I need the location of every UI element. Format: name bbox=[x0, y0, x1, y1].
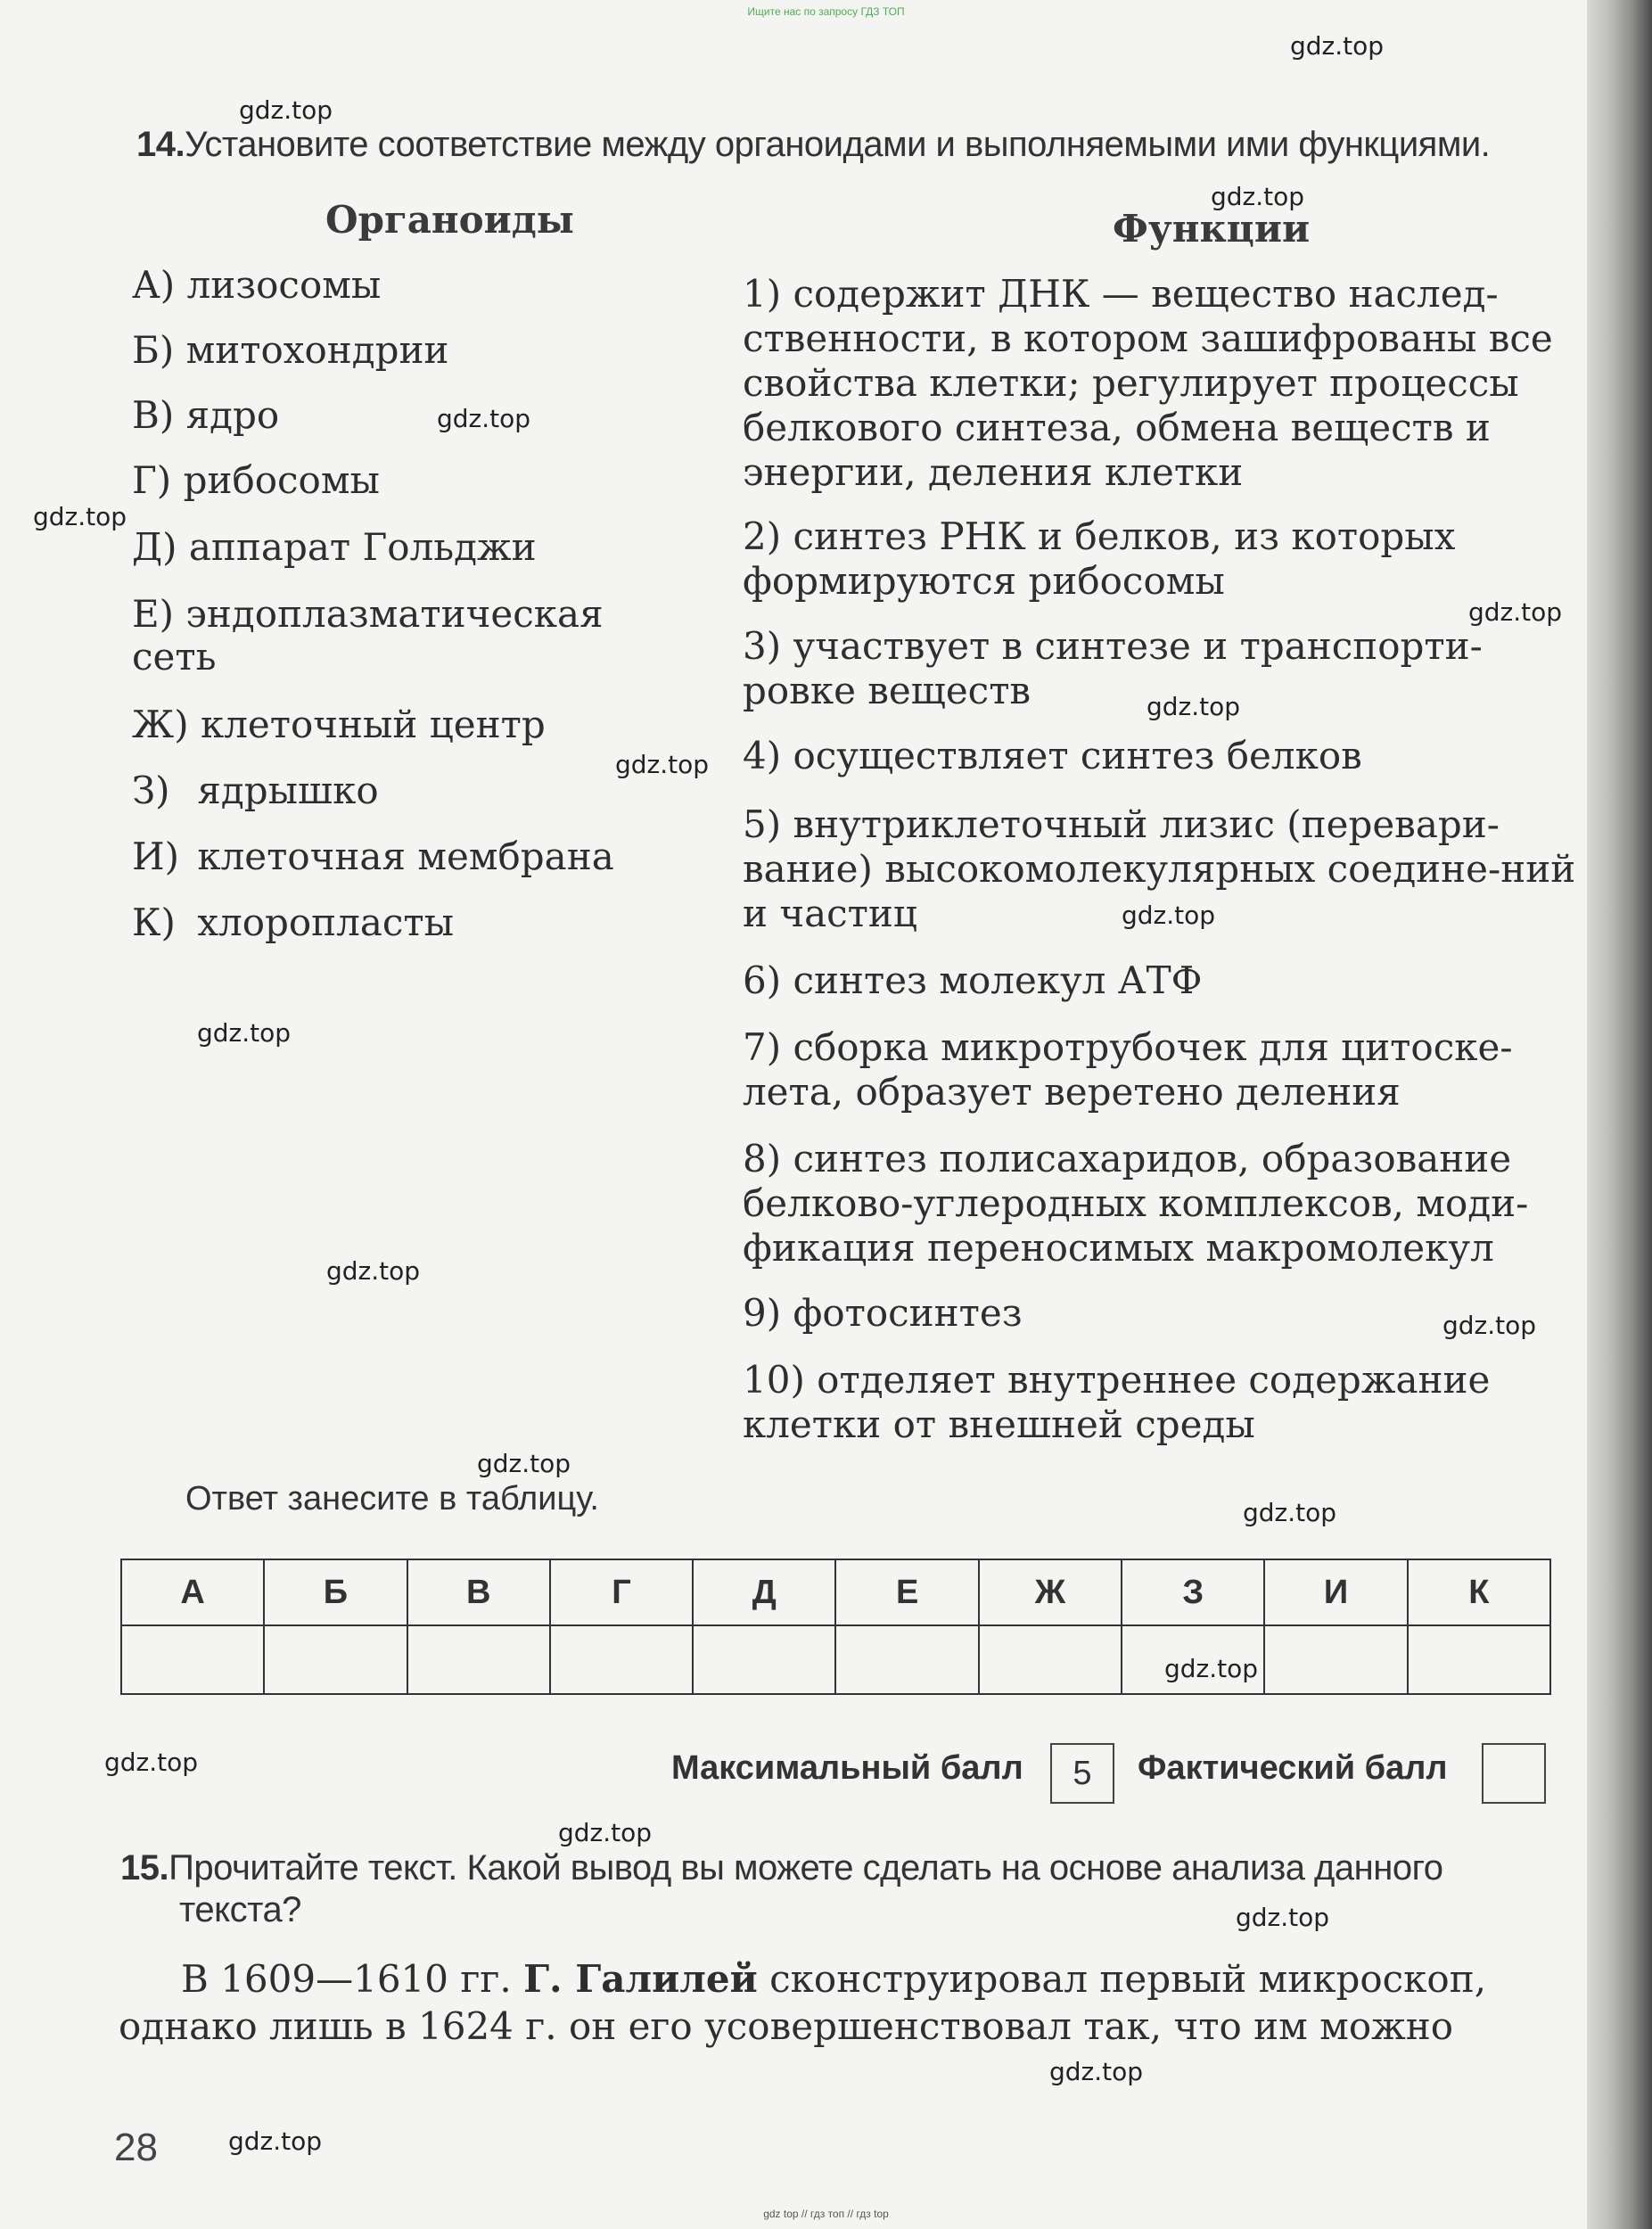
answer-table-letter: В bbox=[407, 1559, 550, 1625]
answer-instruction: Ответ занесите в таблицу. bbox=[185, 1480, 599, 1518]
organoid-item: Е) эндоплазматическая bbox=[132, 592, 604, 636]
answer-cell[interactable] bbox=[1408, 1625, 1550, 1694]
watermark: gdz.top bbox=[1442, 1311, 1537, 1340]
question-number: 14. bbox=[136, 125, 185, 164]
page-edge-shadow bbox=[1587, 0, 1652, 2229]
watermark: gdz.top bbox=[197, 1018, 292, 1048]
answer-cell[interactable] bbox=[1264, 1625, 1407, 1694]
actual-score-box[interactable] bbox=[1482, 1743, 1546, 1804]
function-item: 2) синтез РНК и белков, из которых формируются рибосомы bbox=[743, 514, 1456, 603]
answer-table bbox=[120, 1559, 1551, 1695]
organoid-item: Г) рибосомы bbox=[132, 458, 380, 502]
watermark: gdz.top bbox=[1236, 1903, 1330, 1932]
watermark: gdz.top bbox=[104, 1748, 199, 1777]
answer-table-letter: А bbox=[121, 1559, 264, 1625]
answer-cell[interactable] bbox=[264, 1625, 407, 1694]
q15-paragraph-line: однако лишь в 1624 г. он его усовершенствовал так, что им можно bbox=[119, 2004, 1454, 2048]
answer-table-letter: Ж bbox=[979, 1559, 1122, 1625]
answer-table-input-row bbox=[121, 1625, 1550, 1694]
watermark: gdz.top bbox=[1147, 692, 1241, 721]
function-item: 6) синтез молекул АТФ bbox=[743, 958, 1203, 1002]
watermark: gdz.top bbox=[1243, 1498, 1337, 1527]
answer-cell[interactable] bbox=[835, 1625, 978, 1694]
answer-cell[interactable] bbox=[550, 1625, 693, 1694]
question-number: 15. bbox=[120, 1848, 169, 1888]
function-item: 9) фотосинтез bbox=[743, 1291, 1023, 1335]
max-score-box: 5 bbox=[1050, 1743, 1114, 1804]
answer-table-header-row bbox=[121, 1559, 1550, 1625]
answer-cell[interactable] bbox=[121, 1625, 264, 1694]
organoids-heading: Органоиды bbox=[325, 198, 574, 242]
page-number: 28 bbox=[114, 2126, 158, 2169]
function-item: 5) внутриклеточный лизис (перевари-вание) высокомолекулярных соедине-ний и частиц bbox=[743, 802, 1576, 935]
actual-score-label: Фактический балл bbox=[1138, 1749, 1448, 1787]
function-item: 7) сборка микротрубочек для цитоске-лета, образует веретено деления bbox=[743, 1025, 1513, 1114]
watermark: gdz.top bbox=[326, 1256, 421, 1286]
watermark: gdz.top bbox=[33, 502, 127, 531]
answer-table-letter: Б bbox=[264, 1559, 407, 1625]
footer-note: gdz top // гдз топ // гдз top bbox=[763, 2208, 889, 2220]
answer-cell[interactable] bbox=[1122, 1625, 1264, 1694]
answer-cell[interactable] bbox=[693, 1625, 835, 1694]
functions-heading: Функции bbox=[1113, 207, 1311, 251]
q15-paragraph-line: В 1609—1610 гг. Г. Галилей сконструировал первый микроскоп, bbox=[181, 1957, 1487, 2001]
organoid-item-continuation: сеть bbox=[132, 635, 217, 679]
answer-table-letter: К bbox=[1408, 1559, 1550, 1625]
function-item: 1) содержит ДНК — вещество наслед-ственности, в котором зашифрованы все свойства клетки; регулирует процессы белкового синтеза, обмена веществ и энергии, деления клетки bbox=[743, 272, 1553, 494]
function-item: 4) осуществляет синтез белков bbox=[743, 734, 1362, 777]
organoid-item: А) лизосомы bbox=[132, 263, 382, 307]
question-text: Прочитайте текст. Какой вывод вы можете сделать на основе анализа данного bbox=[168, 1848, 1443, 1888]
organoid-item: Б) митохондрии bbox=[132, 328, 449, 372]
watermark: gdz.top bbox=[477, 1449, 571, 1478]
watermark: gdz.top bbox=[615, 750, 710, 779]
watermark: gdz.top bbox=[1122, 901, 1216, 930]
question-15-title bbox=[120, 1848, 1443, 1888]
answer-table-letter: Г bbox=[550, 1559, 693, 1625]
function-item: 8) синтез полисахаридов, образование белково-углеродных комплексов, моди-фикация переносимых макромолекул bbox=[743, 1137, 1529, 1270]
organoid-item: З) ядрышко bbox=[132, 769, 379, 812]
organoid-item: Д) аппарат Гольджи bbox=[132, 525, 537, 569]
answer-table-letter: З bbox=[1122, 1559, 1264, 1625]
function-item: 3) участвует в синтезе и транспорти-ровке веществ bbox=[743, 624, 1483, 712]
question-text: Установите соответствие между органоидами и выполняемыми ими функциями. bbox=[185, 125, 1491, 164]
watermark: gdz.top bbox=[1468, 597, 1563, 627]
organoid-item: К) хлоропласты bbox=[132, 901, 455, 944]
organoid-item: В) ядро bbox=[132, 393, 280, 437]
organoid-item: Ж) клеточный центр bbox=[132, 703, 546, 746]
answer-cell[interactable] bbox=[407, 1625, 550, 1694]
watermark: gdz.top bbox=[228, 2126, 323, 2156]
watermark: gdz.top bbox=[558, 1818, 653, 1847]
watermark: gdz.top bbox=[437, 404, 531, 433]
answer-table-letter: И bbox=[1264, 1559, 1407, 1625]
watermark: gdz.top bbox=[239, 95, 333, 125]
watermark: gdz.top bbox=[1164, 1654, 1259, 1683]
organoid-item: И) клеточная мембрана bbox=[132, 835, 614, 878]
header-note: Ищите нас по запросу ГДЗ ТОП bbox=[747, 5, 905, 18]
answer-table-letter: Е bbox=[835, 1559, 978, 1625]
watermark: gdz.top bbox=[1290, 31, 1385, 61]
max-score-label: Максимальный балл bbox=[671, 1749, 1023, 1787]
question-15-title-continuation: текста? bbox=[179, 1890, 301, 1929]
answer-cell[interactable] bbox=[979, 1625, 1122, 1694]
question-14-title bbox=[136, 125, 1490, 165]
function-item: 10) отделяет внутреннее содержание клетки от внешней среды bbox=[743, 1358, 1491, 1446]
scientist-name: Г. Галилей bbox=[523, 1957, 758, 2001]
answer-table-letter: Д bbox=[693, 1559, 835, 1625]
watermark: gdz.top bbox=[1211, 182, 1305, 211]
watermark: gdz.top bbox=[1049, 2057, 1144, 2086]
